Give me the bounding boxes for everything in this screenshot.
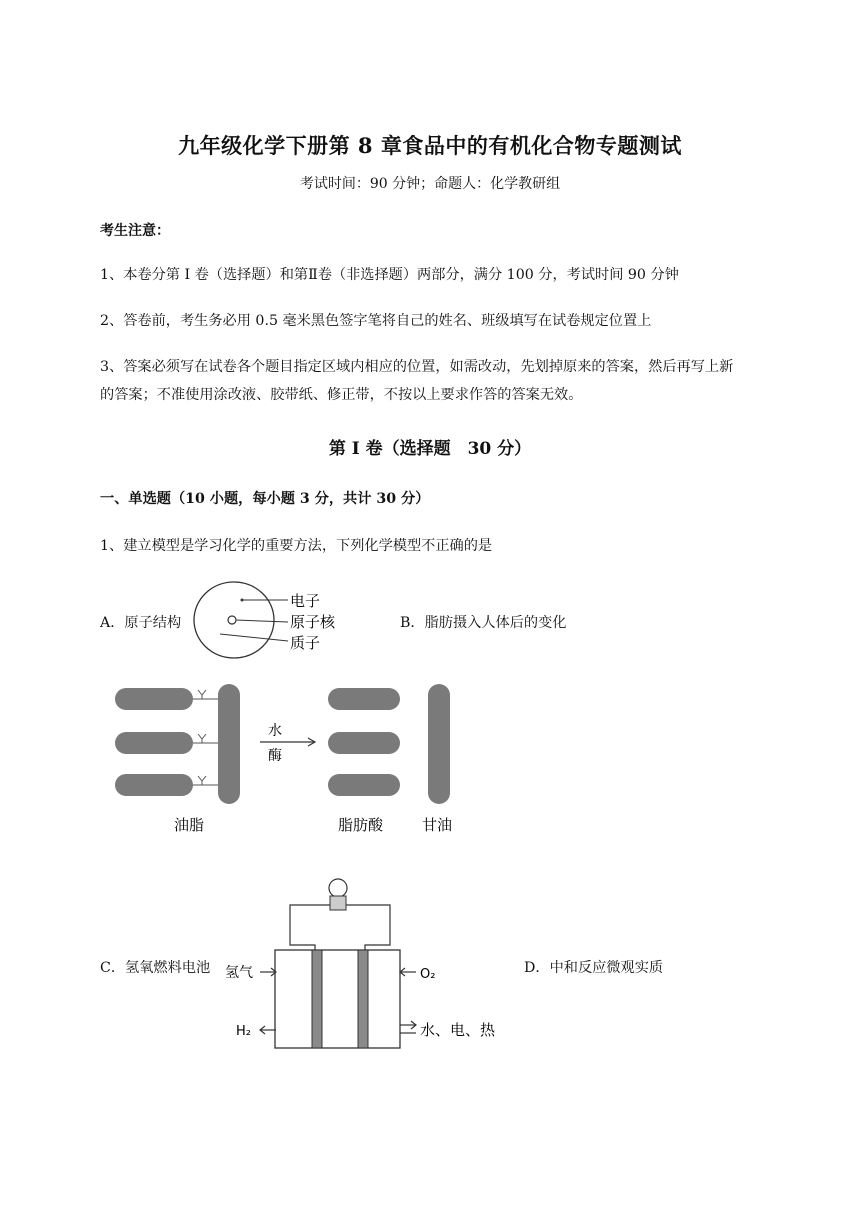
option-a[interactable]: A．原子结构	[100, 615, 182, 631]
notice-heading: 考生注意：	[100, 223, 170, 239]
atom-structure-diagram	[190, 578, 360, 663]
label-enzyme: 酶	[268, 748, 282, 764]
exam-info: 考试时间：90 分钟；命题人：化学教研组	[299, 176, 561, 192]
label-fatty-acid: 脂肪酸	[338, 816, 384, 834]
notice-item-1: 1、本卷分第 I 卷（选择题）和第Ⅱ卷（非选择题）两部分，满分 100 分，考试时间 90 分钟	[100, 267, 679, 283]
section-title: 第 I 卷（选择题 30 分）	[328, 439, 532, 459]
label-glycerol: 甘油	[422, 816, 453, 834]
atom-label-proton: 质子	[290, 634, 321, 652]
notice-item-2: 2、答卷前，考生务必用 0.5 毫米黑色签字笔将自己的姓名、班级填写在试卷规定位置上	[100, 313, 652, 329]
option-c[interactable]: C．氢氧燃料电池	[100, 960, 211, 976]
question-1-stem: 1、建立模型是学习化学的重要方法，下列化学模型不正确的是	[100, 538, 493, 554]
label-water: 水	[268, 723, 282, 739]
atom-label-nucleus: 原子核	[290, 613, 336, 631]
fat-digestion-diagram	[110, 680, 470, 840]
part-title: 一、单选题（10 小题，每小题 3 分，共计 30 分）	[100, 491, 430, 507]
fuel-cell-diagram	[220, 870, 510, 1055]
option-b[interactable]: B．脂肪摄入人体后的变化	[400, 615, 567, 631]
atom-label-electron: 电子	[290, 592, 321, 610]
option-d[interactable]: D．中和反应微观实质	[524, 960, 664, 976]
label-products: 水、电、热	[420, 1021, 496, 1039]
label-hydrogen-cn: 氢气	[225, 965, 253, 981]
notice-item-3-cont: 的答案；不准使用涂改液、胶带纸、修正带，不按以上要求作答的答案无效。	[100, 387, 583, 403]
notice-item-3: 3、答案必须写在试卷各个题目指定区域内相应的位置，如需改动，先划掉原来的答案，然后再写上新	[100, 359, 734, 375]
page-title: 九年级化学下册第 8 章食品中的有机化合物专题测试	[178, 133, 682, 158]
label-oxygen: O₂	[420, 967, 436, 982]
label-fat: 油脂	[174, 816, 205, 834]
label-hydrogen: H₂	[236, 1024, 251, 1039]
